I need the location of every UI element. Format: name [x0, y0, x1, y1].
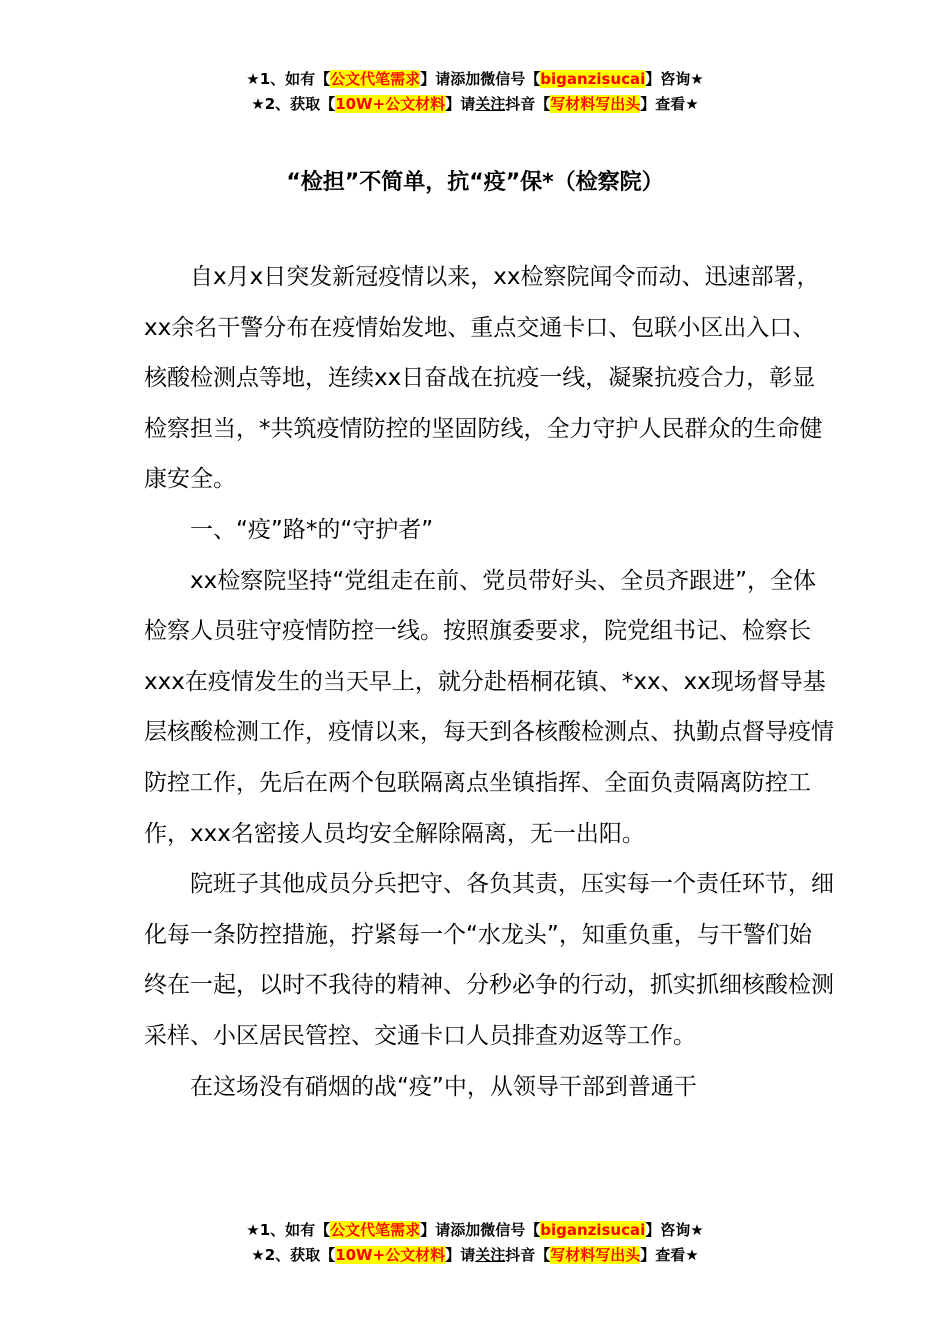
- banner-highlight: 10W+公文材料: [335, 95, 446, 113]
- document-body: [144, 252, 834, 1112]
- banner-text: ★2、获取【: [251, 1246, 336, 1264]
- banner-line-2: [0, 1243, 950, 1268]
- banner-line-1: [0, 67, 950, 92]
- paragraph: 在这场没有硝烟的战“疫”中，从领导干部到普通干: [190, 1073, 697, 1100]
- section-heading: 一、“疫”路*的“守护者”: [190, 516, 434, 543]
- paragraph: 院班子其他成员分兵把守、各负其责，压实每一个责任环节，细化每一条防控措施，拧紧每一个“水龙头”，知重负重，与干警们始终在一起，以时不我待的精神、分秒必争的行动，抓实抓细核酸检测采样、小区居民管控、交通卡口人员排查劝返等工作。: [144, 871, 834, 1049]
- banner-highlight: 10W+公文材料: [335, 1246, 446, 1264]
- banner-text: 】查看★: [640, 1246, 699, 1264]
- banner-highlight: biganzisucai: [540, 1221, 646, 1239]
- banner-underlined-text: 关注: [475, 95, 506, 113]
- banner-text: 】查看★: [640, 95, 699, 113]
- banner-text: 】请添加微信号【: [420, 70, 541, 88]
- paragraph: xx检察院坚持“党组走在前、党员带好头、全员齐跟进”，全体检察人员驻守疫情防控一线。按照旗委要求，院党组书记、检察长xxx在疫情发生的当天早上，就分赴梧桐花镇、*xx、xx现场督导基层核酸检测工作，疫情以来，每天到各核酸检测点、执勤点督导疫情防控工作，先后在两个包联隔离点坐镇指挥、全面负责隔离防控工作，xxx名密接人员均安全解除隔离，无一出阳。: [144, 567, 834, 847]
- banner-highlight: 公文代笔需求: [330, 1221, 421, 1239]
- banner-text: 】咨询★: [645, 1221, 704, 1239]
- banner-text: 抖音【: [505, 95, 551, 113]
- banner-line-2: [0, 92, 950, 117]
- header-banner: [0, 67, 950, 117]
- banner-text: 抖音【: [505, 1246, 551, 1264]
- banner-text: ★1、如有【: [246, 1221, 331, 1239]
- banner-text: ★1、如有【: [246, 70, 331, 88]
- banner-highlight: 写材料写出头: [550, 1246, 641, 1264]
- banner-text: 】请: [445, 95, 476, 113]
- banner-highlight: 公文代笔需求: [330, 70, 421, 88]
- document-title: “检担”不简单，抗“疫”保*（检察院）: [286, 170, 664, 195]
- footer-banner: [0, 1218, 950, 1268]
- banner-highlight: biganzisucai: [540, 70, 646, 88]
- banner-text: 】请: [445, 1246, 476, 1264]
- paragraph: 自x月x日突发新冠疫情以来，xx检察院闻令而动、迅速部署，xx余名干警分布在疫情始发地、重点交通卡口、包联小区出入口、核酸检测点等地，连续xx日奋战在抗疫一线，凝聚抗疫合力，彰显检察担当，*共筑疫情防控的坚固防线，全力守护人民群众的生命健康安全。: [144, 264, 823, 493]
- banner-text: 】咨询★: [645, 70, 704, 88]
- banner-text: 】请添加微信号【: [420, 1221, 541, 1239]
- banner-line-1: [0, 1218, 950, 1243]
- banner-text: ★2、获取【: [251, 95, 336, 113]
- banner-highlight: 写材料写出头: [550, 95, 641, 113]
- banner-underlined-text: 关注: [475, 1246, 506, 1264]
